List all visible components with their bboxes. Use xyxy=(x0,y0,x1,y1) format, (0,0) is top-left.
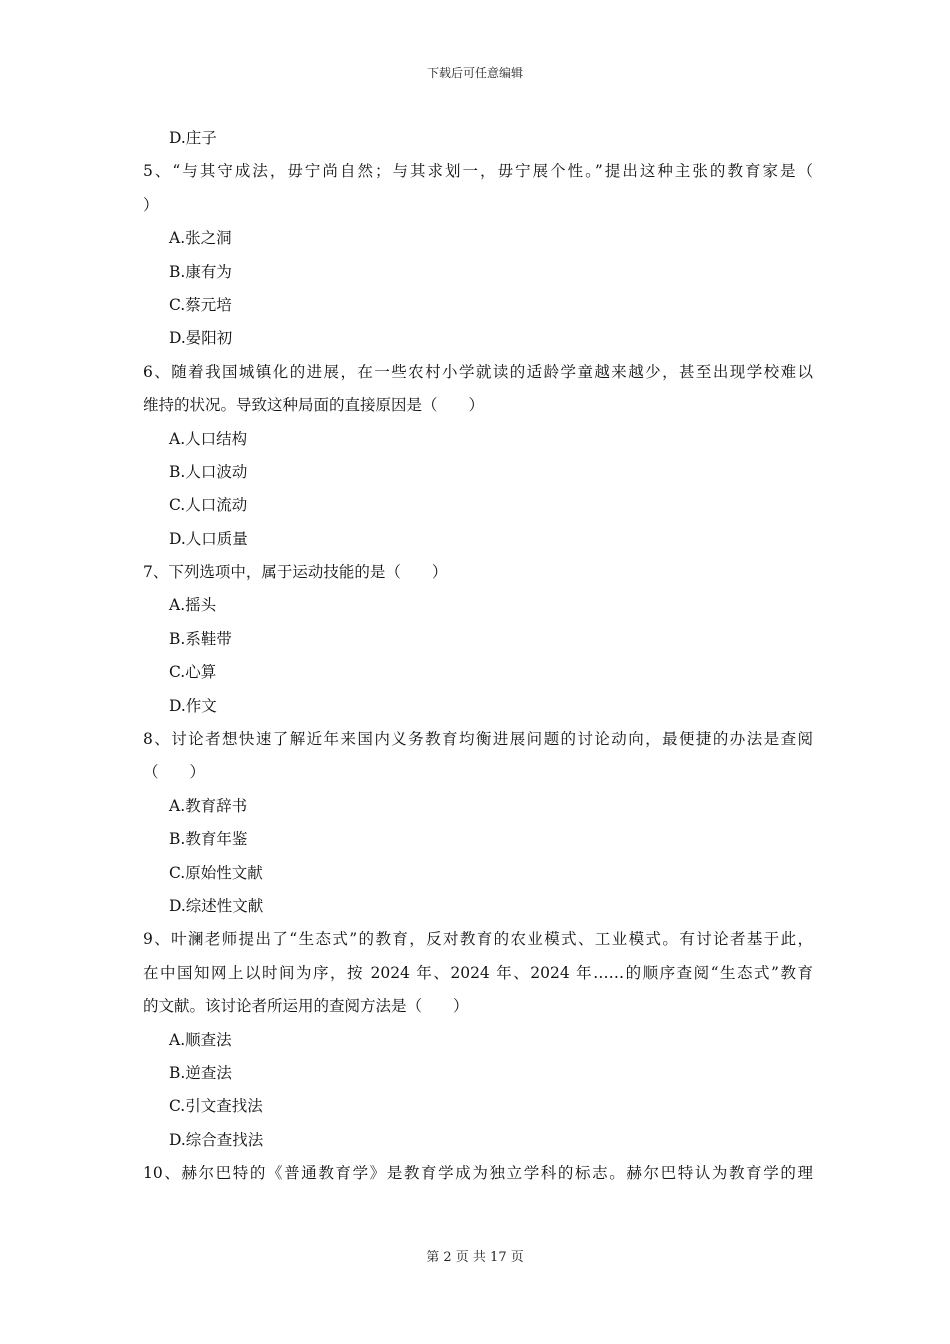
question-5-stem: 5、“与其守成法，毋宁尚自然；与其求划一，毋宁展个性。”提出这种主张的教育家是（ xyxy=(143,162,813,181)
option-6d: D.人口质量 xyxy=(169,529,248,548)
option-5a: A.张之洞 xyxy=(169,229,232,248)
question-5-stem-end: ） xyxy=(143,195,159,214)
option-9d: D.综合查找法 xyxy=(169,1130,264,1149)
option-4d: D.庄子 xyxy=(169,129,217,147)
question-8-stem-end: （ ） xyxy=(143,763,206,782)
question-6-stem-end: 维持的状况。导致这种局面的直接原因是（ ） xyxy=(143,396,485,415)
option-8a: A.教育辞书 xyxy=(169,796,248,815)
question-9-stem: 9、叶澜老师提出了“生态式”的教育，反对教育的农业模式、工业模式。有讨论者基于此， xyxy=(143,930,813,949)
option-5b: B.康有为 xyxy=(169,262,232,281)
option-7c: C.心算 xyxy=(169,663,217,682)
option-8b: B.教育年鉴 xyxy=(169,830,248,849)
question-9-stem-cont: 在中国知网上以时间为序，按 2024 年、2024 年、2024 年……的顺序查阅“生态式”教育 xyxy=(143,963,813,982)
question-6-stem: 6、随着我国城镇化的进展，在一些农村小学就读的适龄学童越来越少，甚至出现学校难以 xyxy=(143,362,813,381)
option-9c: C.引文查找法 xyxy=(169,1097,263,1116)
question-8-stem: 8、讨论者想快速了解近年来国内义务教育均衡进展问题的讨论动向，最便捷的办法是查阅 xyxy=(143,730,813,749)
document-body xyxy=(143,122,813,1191)
option-6c: C.人口流动 xyxy=(169,496,248,515)
option-9b: B.逆查法 xyxy=(169,1063,232,1082)
option-8d: D.综述性文献 xyxy=(169,896,264,915)
option-6a: A.人口结构 xyxy=(169,429,248,448)
option-5c: C.蔡元培 xyxy=(169,295,232,314)
option-5d: D.晏阳初 xyxy=(169,329,233,348)
option-9a: A.顺查法 xyxy=(169,1030,232,1049)
page-footer: 第 2 页 共 17 页 xyxy=(426,1250,524,1265)
question-7-stem: 7、下列选项中，属于运动技能的是（ ） xyxy=(143,563,448,582)
option-7a: A.摇头 xyxy=(169,596,217,615)
question-9-stem-end: 的文献。该讨论者所运用的查阅方法是（ ） xyxy=(143,997,469,1016)
option-7b: B.系鞋带 xyxy=(169,629,232,648)
option-7d: D.作文 xyxy=(169,696,217,715)
option-8c: C.原始性文献 xyxy=(169,863,263,882)
option-6b: B.人口波动 xyxy=(169,462,248,481)
page-header: 下载后可任意编辑 xyxy=(426,66,523,80)
question-10-stem: 10、赫尔巴特的《普通教育学》是教育学成为独立学科的标志。赫尔巴特认为教育学的理 xyxy=(143,1164,813,1183)
